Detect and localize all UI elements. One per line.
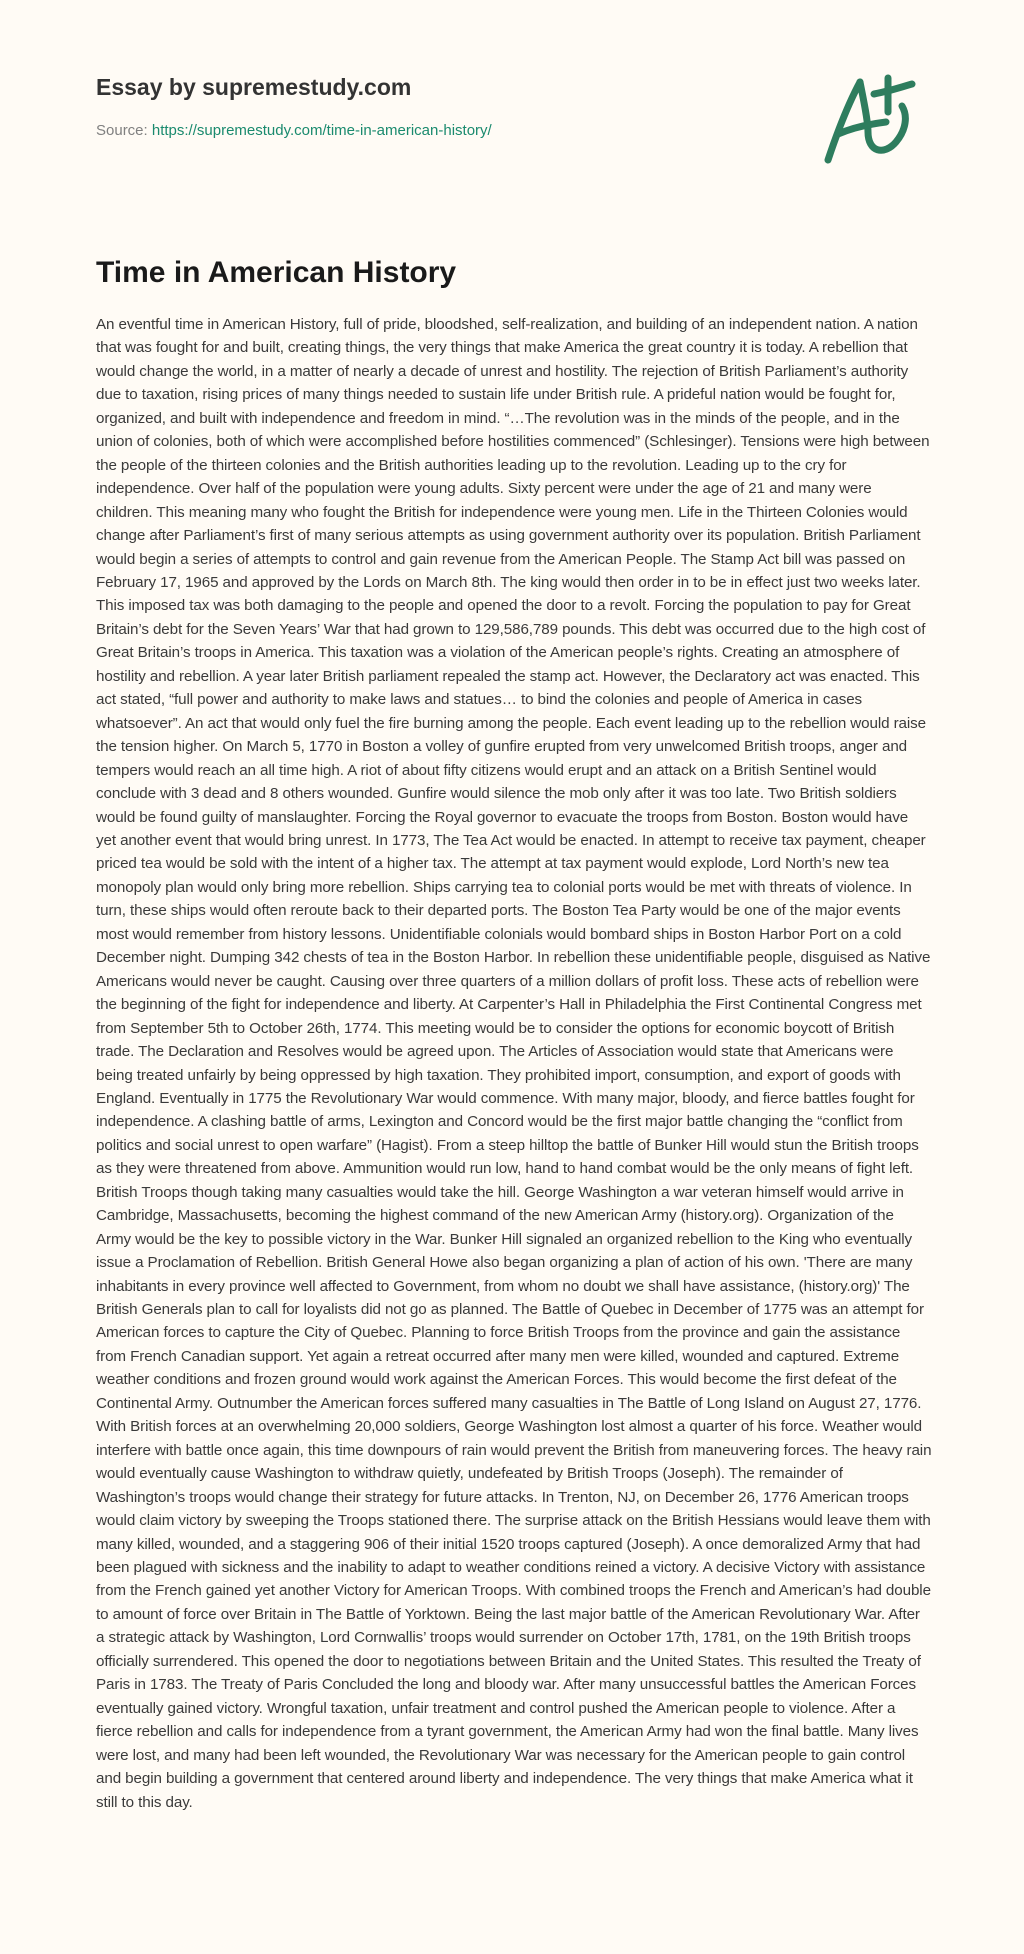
a-plus-grade-icon — [822, 72, 922, 168]
essay-body: An eventful time in American History, full of pride, bloodshed, self-realization, and building of an independent nation. A nation that was fought for and built, creating things, the very things that make America the great country it is today. A rebellion that would change the world, in a matter of nearly a decade of unrest and hostility. The rejection of British Parliament’s authority due to taxation, rising prices of many things needed to sustain life under British rule. A prideful nation would be fought for, organized, and built with independence and freedom in mind. “…The revolution was in the minds of the people, and in the union of colonies, both of which were accomplished before hostilities commenced” (Schlesinger). Tensions were high between the people of the thirteen colonies and the British authorities leading up to the revolution. Leading up to the cry for independence. Over half of the population were young adults. Sixty percent were under the age of 21 and many were children. This meaning many who fought the British for independence were young men. Life in the Thirteen Colonies would change after Parliament’s first of many serious attempts as using government authority over its population. British Parliament would begin a series of attempts to control and gain revenue from the American People. The Stamp Act bill was passed on February 17, 1965 and approved by the Lords on March 8th. The king would then order in to be in effect just two weeks later. This imposed tax was both damaging to the people and opened the door to a revolt. Forcing the population to pay for Great Britain’s debt for the Seven Years’ War that had grown to 129,586,789 pounds. This debt was occurred due to the high cost of Great Britain’s troops in America. This taxation was a violation of the American people’s rights. Creating an atmosphere of hostility and rebellion. A year later British parliament repealed the stamp act. However, the Declaratory act was enacted. This act stated, “full power and authority to make laws and statues… to bind the colonies and people of America in cases whatsoever”. An act that would only fuel the fire burning among the people. Each event leading up to the rebellion would raise the tension higher. On March 5, 1770 in Boston a volley of gunfire erupted from very unwelcomed British troops, anger and tempers would reach an all time high. A riot of about fifty citizens would erupt and an attack on a British Sentinel would conclude with 3 dead and 8 others wounded. Gunfire would silence the mob only after it was too late. Two British soldiers would be found guilty of manslaughter. Forcing the Royal governor to evacuate the troops from Boston. Boston would have yet another event that would bring unrest. In 1773, The Tea Act would be enacted. In attempt to receive tax payment, cheaper priced tea would be sold with the intent of a higher tax. The attempt at tax payment would explode, Lord North’s new tea monopoly plan would only bring more rebellion. Ships carrying tea to colonial ports would be met with threats of violence. In turn, these ships would often reroute back to their departed ports. The Boston Tea Party would be one of the major events most would remember from history lessons. Unidentifiable colonials would bombard ships in Boston Harbor Port on a cold December night. Dumping 342 chests of tea in the Boston Harbor. In rebellion these unidentifiable people, disguised as Native Americans would never be caught. Causing over three quarters of a million dollars of profit loss. These acts of rebellion were the beginning of the fight for independence and liberty. At Carpenter’s Hall in Philadelphia the First Continental Congress met from September 5th to October 26th, 1774. This meeting would be to consider the options for economic boycott of British trade. The Declaration and Resolves would be agreed upon. The Articles of Association would state that Americans were being treated unfairly by being oppressed by high taxation. They prohibited import, consumption, and export of goods with England. Eventually in 1775 the Revolutionary War would commence. With many major, bloody, and fierce battles fought for independence. A clashing battle of arms, Lexington and Concord would be the first major battle changing the “conflict from politics and social unrest to open warfare” (Hagist). From a steep hilltop the battle of Bunker Hill would stun the British troops as they were threatened from above. Ammunition would run low, hand to hand combat would be the only means of fight left. British Troops though taking many casualties would take the hill. George Washington a war veteran himself would arrive in Cambridge, Massachusetts, becoming the highest command of the new American Army (history.org). Organization of the Army would be the key to possible victory in the War. Bunker Hill signaled an organized rebellion to the King who eventually issue a Proclamation of Rebellion. British General Howe also began organizing a plan of action of his own. 'There are many inhabitants in every province well affected to Government, from whom no doubt we shall have assistance, (history.org)' The British Generals plan to call for loyalists did not go as planned. The Battle of Quebec in December of 1775 was an attempt for American forces to capture the City of Quebec. Planning to force British Troops from the province and gain the assistance from French Canadian support. Yet again a retreat occurred after many men were killed, wounded and captured. Extreme weather conditions and frozen ground would work against the American Forces. This would become the first defeat of the Continental Army. Outnumber the American forces suffered many casualties in The Battle of Long Island on August 27, 1776. With British forces at an overwhelming 20,000 soldiers, George Washington lost almost a quarter of his force. Weather would interfere with battle once again, this time downpours of rain would prevent the British from maneuvering forces. The heavy rain would eventually cause Washington to withdraw quietly, undefeated by British Troops (Joseph). The remainder of Washington’s troops would change their strategy for future attacks. In Trenton, NJ, on December 26, 1776 American troops would claim victory by sweeping the Troops stationed there. The surprise attack on the British Hessians would leave them with many killed, wounded, and a staggering 906 of their initial 1520 troops captured (Joseph). A once demoralized Army that had been plagued with sickness and the inability to adapt to weather conditions reined a victory. A decisive Victory with assistance from the French gained yet another Victory for American Troops. With combined troops the French and American’s had double to amount of force over Britain in The Battle of Yorktown. Being the last major battle of the American Revolutionary War. After a strategic attack by Washington, Lord Cornwallis’ troops would surrender on October 17th, 1781, on the 19th British troops officially surrendered. This opened the door to negotiations between Britain and the United States. This resulted the Treaty of Paris in 1783. The Treaty of Paris Concluded the long and bloody war. After many unsuccessful battles the American Forces eventually gained victory. Wrongful taxation, unfair treatment and control pushed the American people to violence. After a fierce rebellion and calls for independence from a tyrant government, the American Army had won the final battle. Many lives were lost, and many had been left wounded, the Revolutionary War was necessary for the American people to gain control and begin building a government that centered around liberty and independence. The very things that make America what it still to this day. — [96, 316, 932, 1811]
essay-title: Time in American History — [96, 256, 457, 289]
source-link[interactable]: https://supremestudy.com/time-in-american-history/ — [151, 122, 492, 139]
page-header — [96, 0, 928, 200]
site-title: Essay by supremestudy.com — [96, 74, 412, 100]
source-line — [96, 121, 492, 141]
source-label: Source: — [96, 122, 152, 139]
